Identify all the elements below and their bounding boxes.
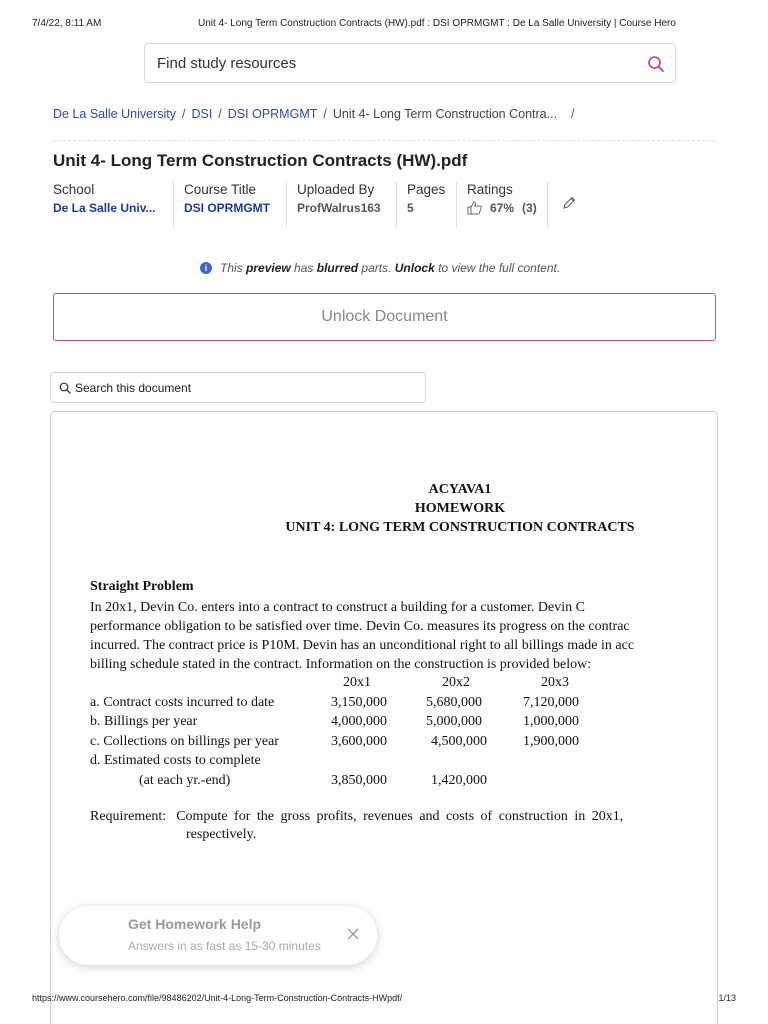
row-label: b. Billings per year — [90, 714, 198, 729]
cell: 1,900,000 — [523, 733, 579, 749]
toast-title: Get Homework Help — [128, 916, 262, 932]
meta-label: School — [53, 182, 95, 197]
cell: 3,850,000 — [331, 772, 387, 788]
breadcrumb-separator: / — [181, 107, 186, 121]
paragraph-line: performance obligation to be satisfied over time. Devin Co. measures its progress on the contrac — [90, 619, 630, 634]
meta-course — [173, 182, 270, 228]
cell: 7,120,000 — [523, 694, 579, 710]
preview-note — [200, 261, 560, 275]
section-title: Straight Problem — [90, 579, 194, 594]
ratings-percent: 67% — [490, 201, 515, 215]
row-label: c. Collections on billings per year — [90, 733, 279, 749]
document-search-input[interactable]: Search this document — [75, 381, 192, 395]
meta-ratings — [456, 182, 548, 228]
document-search[interactable] — [50, 372, 426, 403]
close-icon[interactable] — [347, 928, 359, 940]
cell: 3,150,000 — [331, 694, 387, 710]
cell: 1,000,000 — [523, 714, 579, 729]
ratings-count: (3) — [522, 201, 537, 215]
breadcrumb-separator: / — [218, 107, 222, 121]
column-header: 20x3 — [541, 675, 569, 690]
meta-uploader — [286, 182, 381, 228]
preview-text: This preview has blurred parts. Unlock to view the full content. — [220, 261, 561, 275]
requirement-label: Requirement: — [90, 809, 167, 824]
meta-label: Ratings — [467, 182, 513, 197]
cell: 4,500,000 — [431, 733, 487, 749]
breadcrumb — [53, 107, 581, 121]
divider — [53, 140, 715, 141]
meta-school — [53, 182, 155, 228]
requirement-text-cont: respectively. — [186, 827, 257, 842]
uploader-name[interactable]: ProfWalrus163 — [297, 201, 381, 215]
info-icon: i — [200, 262, 212, 274]
cell: 4,000,000 — [331, 714, 387, 729]
pages-count: 5 — [407, 201, 414, 215]
homework-help-toast[interactable] — [59, 906, 377, 965]
breadcrumb-school[interactable]: De La Salle University — [53, 107, 176, 121]
cell: 5,000,000 — [426, 714, 482, 729]
row-label: a. Contract costs incurred to date — [90, 694, 275, 710]
requirement-text: Compute for the gross profits, revenues and costs of construction in 20x1, — [176, 809, 624, 824]
doc-header-homework: HOMEWORK — [414, 501, 506, 516]
doc-header-unit: UNIT 4: LONG TERM CONSTRUCTION CONTRACTS — [285, 520, 635, 535]
page-title: Unit 4- Long Term Construction Contracts (HW).pdf — [53, 151, 468, 170]
toast-subtitle: Answers in as fast as 15-30 minutes — [128, 939, 321, 953]
problem-paragraph — [90, 598, 718, 674]
print-page-number: 1/13 — [718, 993, 736, 1003]
paragraph-line: billing schedule stated in the contract. Information on the construction is provided below: — [90, 657, 592, 672]
breadcrumb-separator: / — [571, 107, 575, 121]
print-url: https://www.coursehero.com/file/98486202/Unit-4-Long-Term-Construction-Contracts-HWpdf/ — [32, 993, 403, 1003]
row-label: d. Estimated costs to complete — [90, 753, 261, 768]
pencil-icon[interactable] — [562, 196, 576, 210]
breadcrumb-course[interactable]: DSI OPRMGMT — [227, 107, 318, 121]
unlock-document-button[interactable]: Unlock Document — [53, 293, 716, 341]
cell: 1,420,000 — [431, 772, 487, 788]
search-icon — [59, 382, 71, 394]
column-header: 20x2 — [442, 675, 470, 690]
cell: 3,600,000 — [331, 733, 387, 749]
search-icon[interactable] — [647, 55, 665, 73]
thumbs-up-icon[interactable] — [467, 201, 482, 215]
search-bar[interactable] — [144, 43, 676, 83]
paragraph-line: In 20x1, Devin Co. enters into a contract to construct a building for a customer. Devin C — [90, 600, 585, 615]
print-header — [0, 18, 768, 32]
doc-header-course: ACYAVA1 — [428, 482, 492, 497]
cell: 5,680,000 — [426, 694, 482, 710]
column-header: 20x1 — [343, 675, 371, 690]
print-title: Unit 4- Long Term Construction Contracts (HW).pdf : DSI OPRMGMT : De La Salle University | Course Hero — [198, 18, 676, 29]
breadcrumb-dept[interactable]: DSI — [191, 107, 213, 121]
meta-label: Course Title — [184, 182, 257, 197]
course-link[interactable]: DSI OPRMGMT — [184, 201, 270, 215]
school-link[interactable]: De La Salle Univ... — [53, 201, 156, 215]
meta-label: Uploaded By — [297, 182, 375, 197]
search-input[interactable]: Find study resources — [157, 55, 297, 72]
ratings-value — [467, 201, 537, 215]
meta-pages — [396, 182, 445, 228]
print-date: 7/4/22, 8:11 AM — [32, 18, 102, 29]
requirement — [90, 808, 623, 844]
row-label: (at each yr.-end) — [139, 772, 231, 788]
paragraph-line: incurred. The contract price is P10M. Devin has an unconditional right to all billings made in acc — [90, 638, 635, 653]
meta-label: Pages — [407, 182, 446, 197]
breadcrumb-current: Unit 4- Long Term Construction Contra... — [332, 107, 558, 121]
breadcrumb-separator: / — [323, 107, 327, 121]
